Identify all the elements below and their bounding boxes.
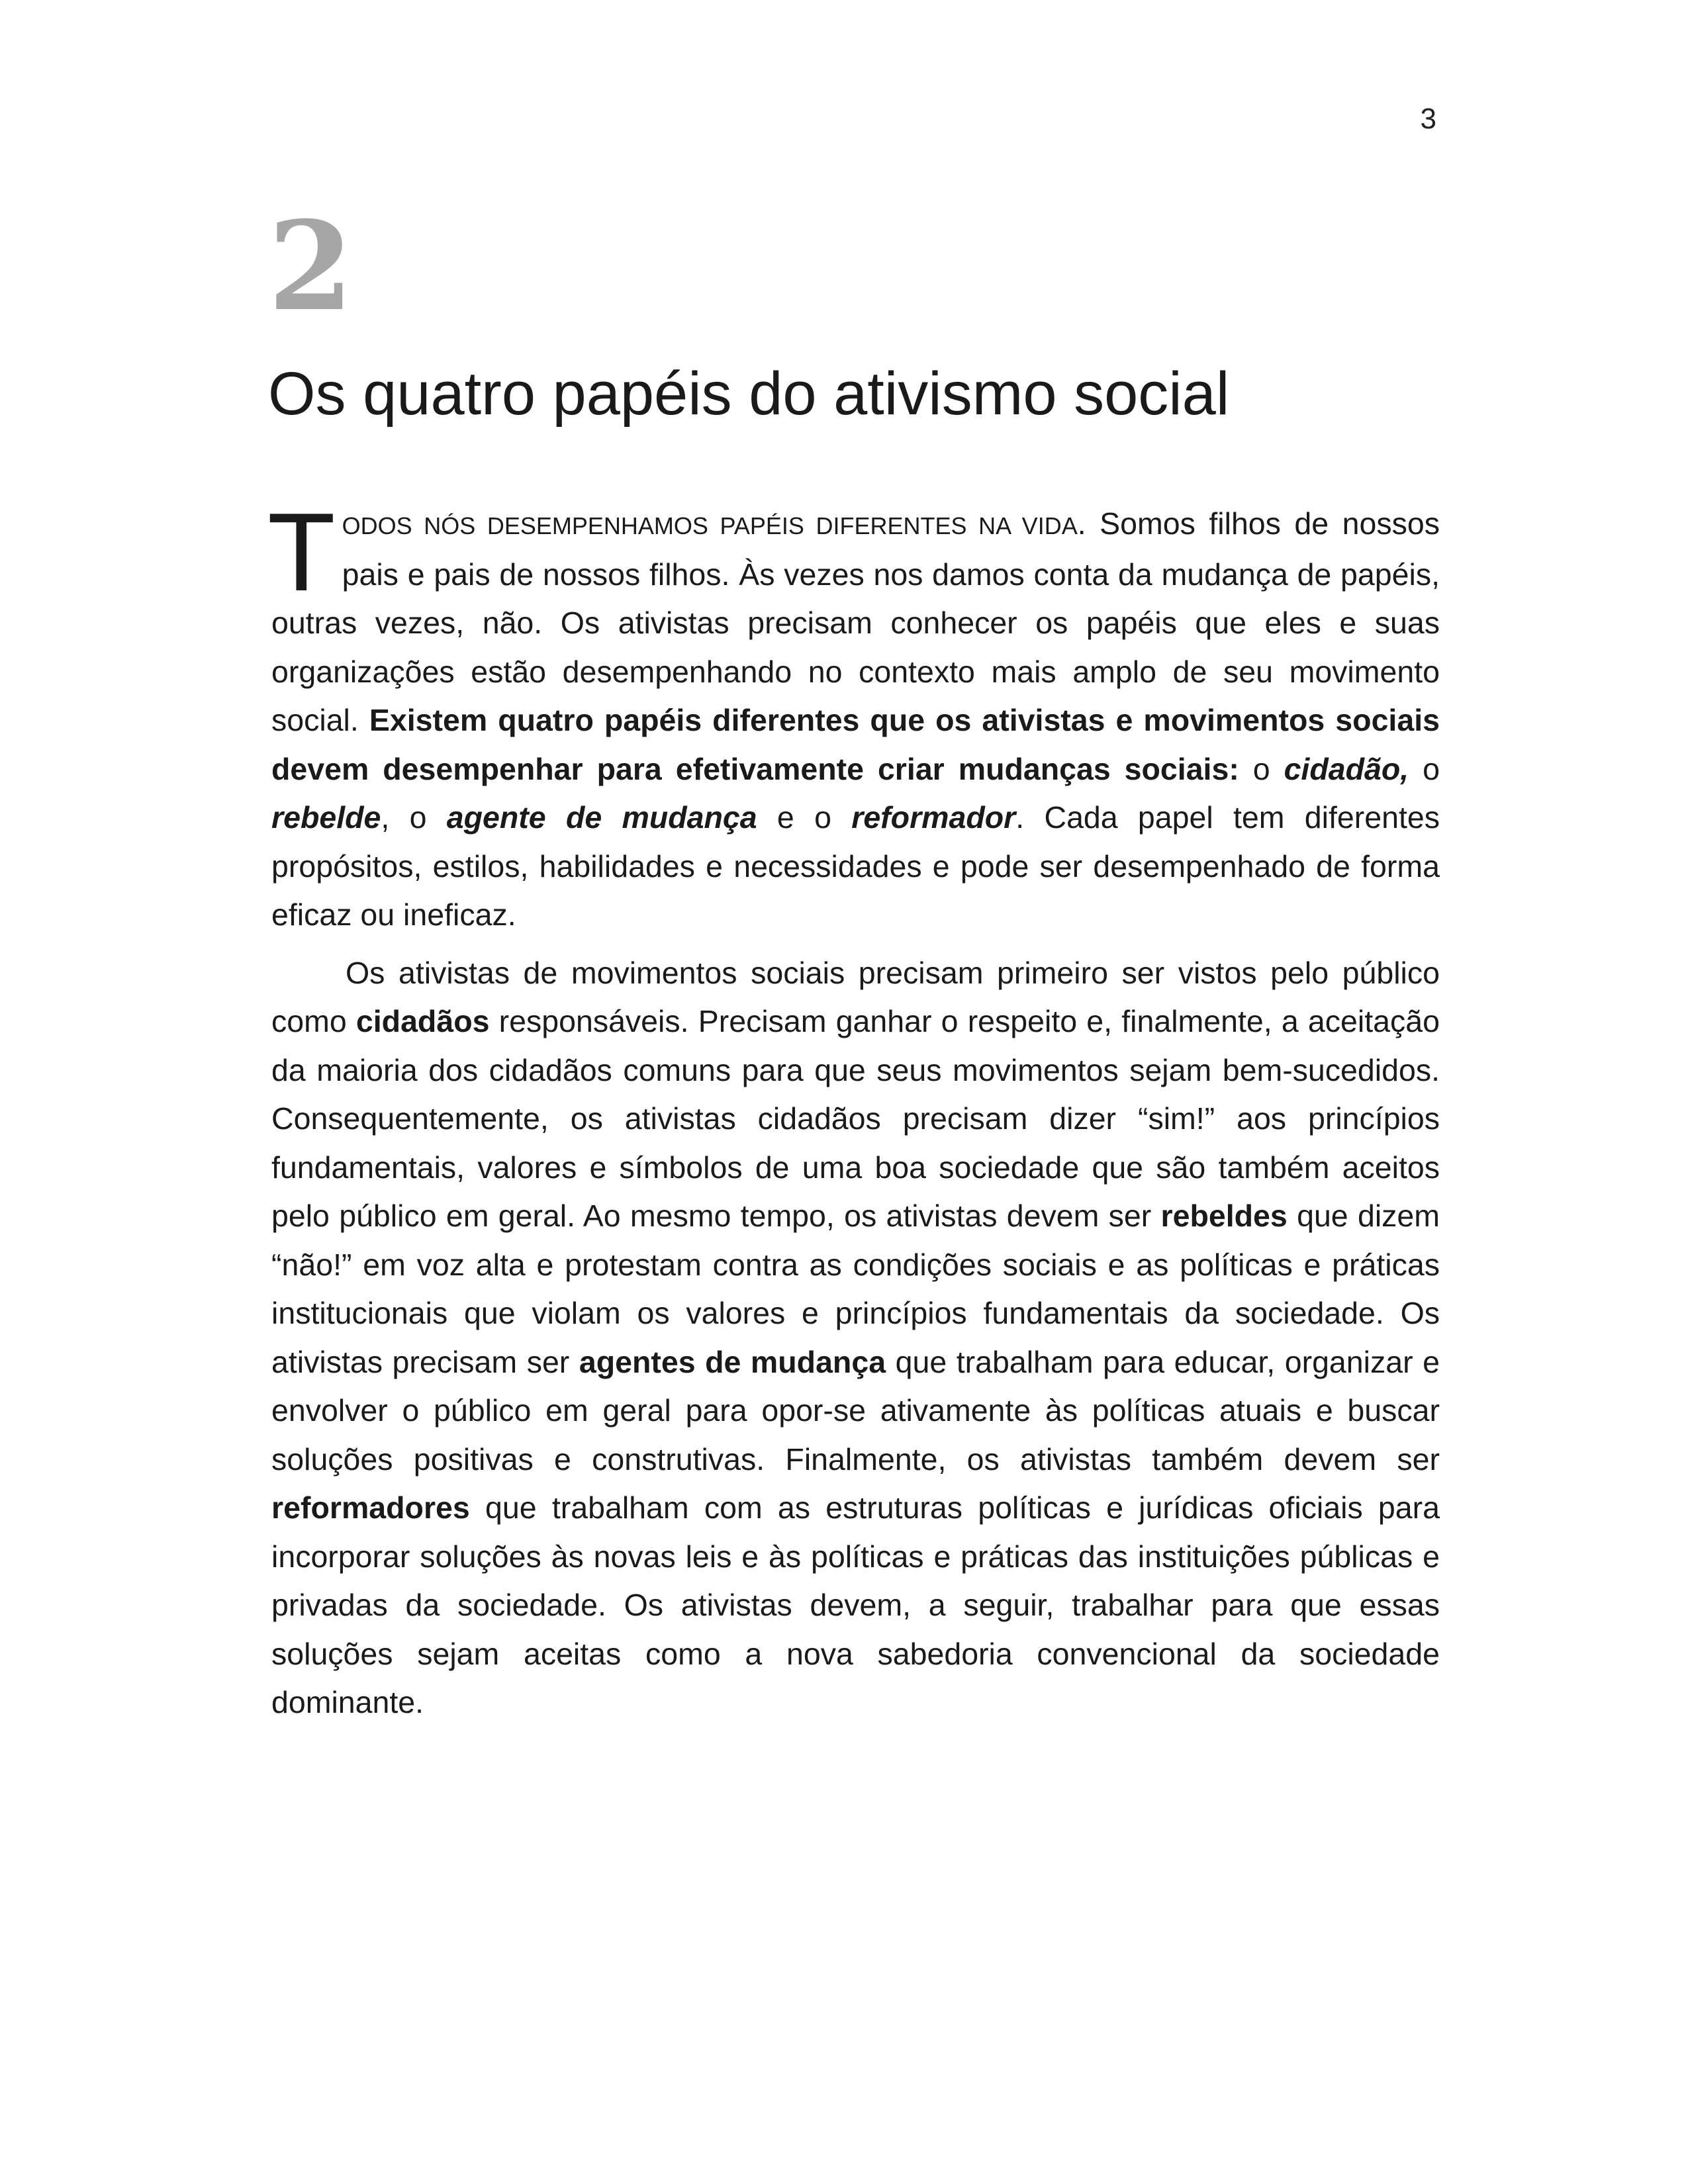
role-citizen: cidadão, bbox=[1284, 751, 1409, 786]
paragraph-text: . Somos filhos de nossos pais e pais de nossos filhos. Às vezes nos damos conta da mudança de papéis, outras vezes, não. Os ativistas precisam conhecer os papéis que eles e suas organizações estão desempenhando no contexto mais amplo de seu movimento social. bbox=[271, 506, 1440, 737]
paragraph-text: que dizem “não!” em voz alta e protestam contra as condições sociais e as políticas e práticas institucionais que violam os valores e princípios fundamentais da sociedade. Os ativistas precisam ser bbox=[271, 1199, 1440, 1379]
paragraph-2 bbox=[271, 949, 1440, 1727]
paragraph-text: que trabalham para educar, organizar e envolver o público em geral para opor-se ativamente às políticas atuais e buscar soluções positivas e construtivas. Finalmente, os ativistas também devem ser bbox=[271, 1344, 1440, 1477]
emphasis-bold: Existem quatro papéis diferentes que os ativistas e movimentos sociais devem desempenhar para efetivamente criar mudanças sociais: bbox=[271, 703, 1440, 786]
drop-cap: T bbox=[267, 490, 336, 614]
paragraph-text: que trabalham com as estruturas políticas e jurídicas oficiais para incorporar soluções às novas leis e às políticas e práticas das instituições públicas e privadas da sociedade. Os ativistas devem, a seguir, trabalhar para que essas soluções sejam aceitas como a nova sabedoria convencional da sociedade dominante. bbox=[271, 1490, 1440, 1719]
role-change-agent: agente de mudança bbox=[446, 800, 757, 835]
chapter-title: Os quatro papéis do ativismo social bbox=[268, 360, 1230, 428]
emphasis-reformers: reformadores bbox=[271, 1490, 470, 1525]
page-number: 3 bbox=[1420, 103, 1436, 135]
emphasis-rebels: rebeldes bbox=[1160, 1199, 1288, 1233]
paragraph-text: Os ativistas de movimentos sociais precisam primeiro ser vistos pelo público como bbox=[271, 955, 1440, 1038]
paragraph-text: . Cada papel tem diferentes propósitos, estilos, habilidades e necessidades e pode ser desempenhado de forma eficaz ou ineficaz. bbox=[271, 800, 1440, 932]
emphasis-change-agents: agentes de mudança bbox=[579, 1344, 886, 1379]
paragraph-text: e o bbox=[757, 800, 852, 835]
paragraph-text: , o bbox=[381, 800, 447, 835]
role-reformer: reformador bbox=[851, 800, 1016, 835]
paragraph-1 bbox=[267, 490, 1440, 940]
paragraph-text: o bbox=[1409, 751, 1440, 786]
paragraph-text: responsáveis. Precisam ganhar o respeito e, finalmente, a aceitação da maioria dos cidadãos comuns para que seus movimentos sejam bem-sucedidos. Consequentemente, os ativistas cidadãos precisam dizer “sim!” aos princípios fundamentais, valores e símbolos de uma boa sociedade que são também aceitos pelo público em geral. Ao mesmo tempo, os ativistas devem ser bbox=[271, 1004, 1440, 1233]
chapter-number: 2 bbox=[268, 194, 353, 338]
emphasis-citizens: cidadãos bbox=[355, 1004, 490, 1038]
lead-in-small-caps: ODOS NÓS DESEMPENHAMOS PAPÉIS DIFERENTES NA VIDA bbox=[342, 512, 1078, 539]
body-text bbox=[267, 490, 1440, 1727]
paragraph-text: o bbox=[1239, 751, 1284, 786]
role-rebel: rebelde bbox=[271, 800, 381, 835]
